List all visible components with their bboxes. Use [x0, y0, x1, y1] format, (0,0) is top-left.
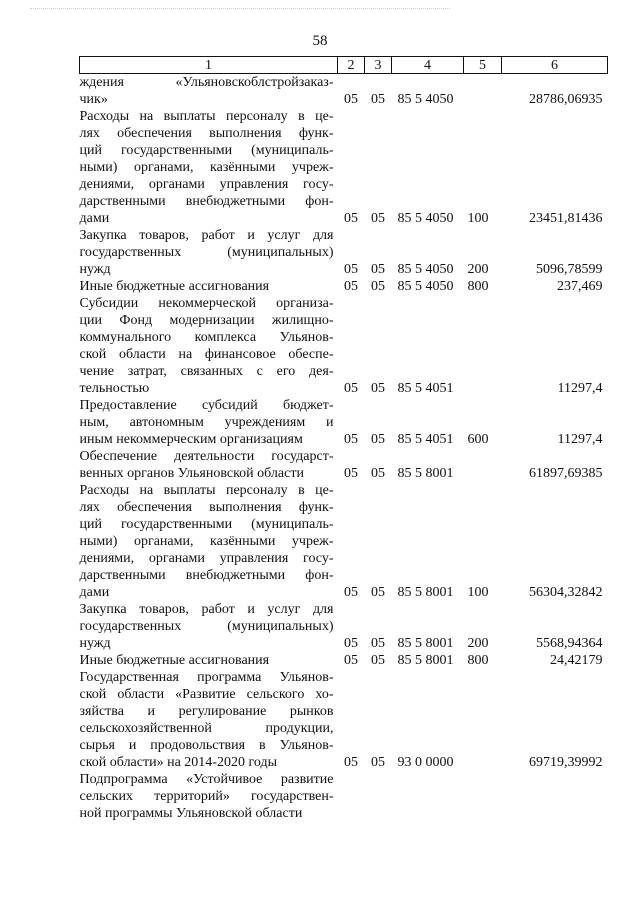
target-article-code: 85 5 8001: [397, 466, 454, 481]
description-line: Расходы на выплаты персоналу в це-: [79, 109, 334, 124]
amount-value: 56304,32842: [529, 585, 603, 600]
description-line: сельских территорий» государствен-: [79, 789, 334, 804]
description-line: ными) органами, казёнными учреж-: [79, 160, 334, 175]
expense-type-code: [464, 448, 502, 482]
section-code: 05: [344, 585, 358, 600]
expense-type-code: [464, 669, 502, 771]
amount-value: 61897,69385: [529, 466, 603, 481]
section-code: 05: [344, 466, 358, 481]
description-line: ской области на финансовое обеспе-: [79, 347, 334, 362]
subsection-code: 05: [371, 92, 385, 107]
table-row: [80, 108, 608, 227]
target-article-code: 85 5 4051: [397, 381, 454, 396]
row-description: [80, 295, 338, 397]
row-description: [80, 397, 338, 448]
description-line: Обеспечение деятельности государст-: [79, 449, 334, 464]
expense-type-code: [464, 295, 502, 397]
row-description: [80, 108, 338, 227]
column-header-1: 1: [80, 57, 338, 74]
description-line: дарственными внебюджетными фон-: [79, 568, 334, 583]
description-line: Закупка товаров, работ и услуг для: [79, 602, 334, 617]
row-description: [80, 669, 338, 771]
column-header-4: 4: [392, 57, 464, 74]
description-line: тельностью: [79, 381, 150, 396]
expense-type-code: 100: [467, 211, 489, 226]
table-row: [80, 397, 608, 448]
subsection-code: 05: [371, 466, 385, 481]
expense-type-code: 100: [467, 585, 489, 600]
description-line: чик»: [79, 92, 108, 107]
table-body: [80, 74, 608, 823]
description-line: нужд: [79, 636, 111, 651]
expense-type-code: [464, 771, 502, 822]
column-header-3: 3: [365, 57, 392, 74]
section-code: 05: [344, 636, 358, 651]
column-header-5: 5: [464, 57, 502, 74]
description-line: дами: [79, 211, 110, 226]
subsection-code: 05: [371, 432, 385, 447]
amount-value: 11297,4: [557, 381, 603, 396]
description-line: ждения «Ульяновскоблстройзаказ-: [79, 75, 334, 90]
section-code: 05: [344, 279, 358, 294]
description-line: дами: [79, 585, 110, 600]
description-line: государственных (муниципальных): [79, 619, 334, 634]
description-line: Подпрограмма «Устойчивое развитие: [79, 772, 334, 787]
column-header-2: 2: [338, 57, 365, 74]
row-description: [80, 227, 338, 278]
subsection-code: 05: [371, 653, 385, 668]
subsection-code: 05: [371, 381, 385, 396]
description-line: дениями, органами управления госу-: [79, 177, 334, 192]
target-article-code: 93 0 0000: [397, 755, 454, 770]
amount-value: 69719,39992: [529, 755, 603, 770]
header-row: [80, 57, 608, 74]
row-description: [80, 482, 338, 601]
amount-value: 11297,4: [557, 432, 603, 447]
description-line: дарственными внебюджетными фон-: [79, 194, 334, 209]
target-article-code: 85 5 8001: [397, 585, 454, 600]
amount-value: 5096,78599: [536, 262, 603, 277]
description-line: ной программы Ульяновской области: [79, 806, 303, 821]
target-article-code: 85 5 4051: [397, 432, 454, 447]
description-line: сырья и продовольствия в Ульянов-: [79, 738, 334, 753]
table-header: [80, 57, 608, 74]
table-row: [80, 448, 608, 482]
target-article-code: 85 5 4050: [397, 262, 454, 277]
row-description: [80, 601, 338, 652]
subsection-code: [365, 771, 392, 822]
subsection-code: 05: [371, 755, 385, 770]
description-line: чение затрат, связанных с его дея-: [79, 364, 334, 379]
table-row: [80, 74, 608, 109]
section-code: 05: [344, 432, 358, 447]
amount-value: 24,42179: [550, 653, 603, 668]
table-row: [80, 669, 608, 771]
description-line: венных органов Ульяновской области: [79, 466, 304, 481]
description-line: сельскохозяйственной продукции,: [79, 721, 334, 736]
table-row: [80, 771, 608, 822]
amount-value: 237,469: [557, 279, 603, 294]
description-line: государственных (муниципальных): [79, 245, 334, 260]
amount-value: 5568,94364: [536, 636, 603, 651]
description-line: иным некоммерческим организациям: [79, 432, 303, 447]
description-line: дениями, органами управления госу-: [79, 551, 334, 566]
table-row: [80, 278, 608, 295]
description-line: ными) органами, казёнными учреж-: [79, 534, 334, 549]
section-code: [338, 771, 365, 822]
description-line: коммунального комплекса Ульянов-: [79, 330, 334, 345]
description-line: ций государственными (муниципаль-: [79, 143, 334, 158]
description-line: Предоставление субсидий бюджет-: [79, 398, 334, 413]
expense-type-code: 600: [467, 432, 489, 447]
row-description: [80, 74, 338, 109]
description-line: ным, автономным учреждениям и: [79, 415, 334, 430]
subsection-code: 05: [371, 211, 385, 226]
table-row: [80, 652, 608, 669]
row-description: [80, 771, 338, 822]
description-line: зяйства и регулирование рынков: [79, 704, 334, 719]
description-line: лях обеспечения выполнения функ-: [79, 500, 334, 515]
section-code: 05: [344, 755, 358, 770]
description-line: ции Фонд модернизации жилищно-: [79, 313, 334, 328]
section-code: 05: [344, 262, 358, 277]
description-line: Иные бюджетные ассигнования: [79, 279, 270, 294]
subsection-code: 05: [371, 262, 385, 277]
section-code: 05: [344, 92, 358, 107]
row-description: [80, 448, 338, 482]
budget-table: [79, 56, 608, 822]
amount-value: [502, 771, 608, 822]
target-article-code: 85 5 4050: [397, 211, 454, 226]
expense-type-code: 800: [467, 653, 489, 668]
section-code: 05: [344, 653, 358, 668]
description-line: Государственная программа Ульянов-: [79, 670, 334, 685]
description-line: ций государственными (муниципаль-: [79, 517, 334, 532]
target-article-code: 85 5 4050: [397, 279, 454, 294]
description-line: ской области» на 2014-2020 годы: [79, 755, 277, 770]
description-line: нужд: [79, 262, 111, 277]
expense-type-code: 200: [467, 636, 489, 651]
section-code: 05: [344, 381, 358, 396]
description-line: ской области «Развитие сельского хо-: [79, 687, 334, 702]
description-line: Расходы на выплаты персоналу в це-: [79, 483, 334, 498]
table-row: [80, 482, 608, 601]
target-article-code: [392, 771, 464, 822]
target-article-code: 85 5 4050: [397, 92, 454, 107]
amount-value: 23451,81436: [529, 211, 603, 226]
amount-value: 28786,06935: [529, 92, 603, 107]
subsection-code: 05: [371, 279, 385, 294]
description-line: лях обеспечения выполнения функ-: [79, 126, 334, 141]
target-article-code: 85 5 8001: [397, 636, 454, 651]
scan-specks: [30, 8, 450, 11]
expense-type-code: 200: [467, 262, 489, 277]
table-row: [80, 295, 608, 397]
table-row: [80, 227, 608, 278]
table-row: [80, 601, 608, 652]
row-description: [80, 652, 338, 669]
expense-type-code: 800: [467, 279, 489, 294]
description-line: Закупка товаров, работ и услуг для: [79, 228, 334, 243]
column-header-6: 6: [502, 57, 608, 74]
expense-type-code: [464, 74, 502, 109]
row-description: [80, 278, 338, 295]
page-number: 58: [312, 33, 328, 49]
subsection-code: 05: [371, 636, 385, 651]
target-article-code: 85 5 8001: [397, 653, 454, 668]
section-code: 05: [344, 211, 358, 226]
description-line: Субсидии некоммерческой организа-: [79, 296, 334, 311]
subsection-code: 05: [371, 585, 385, 600]
description-line: Иные бюджетные ассигнования: [79, 653, 270, 668]
